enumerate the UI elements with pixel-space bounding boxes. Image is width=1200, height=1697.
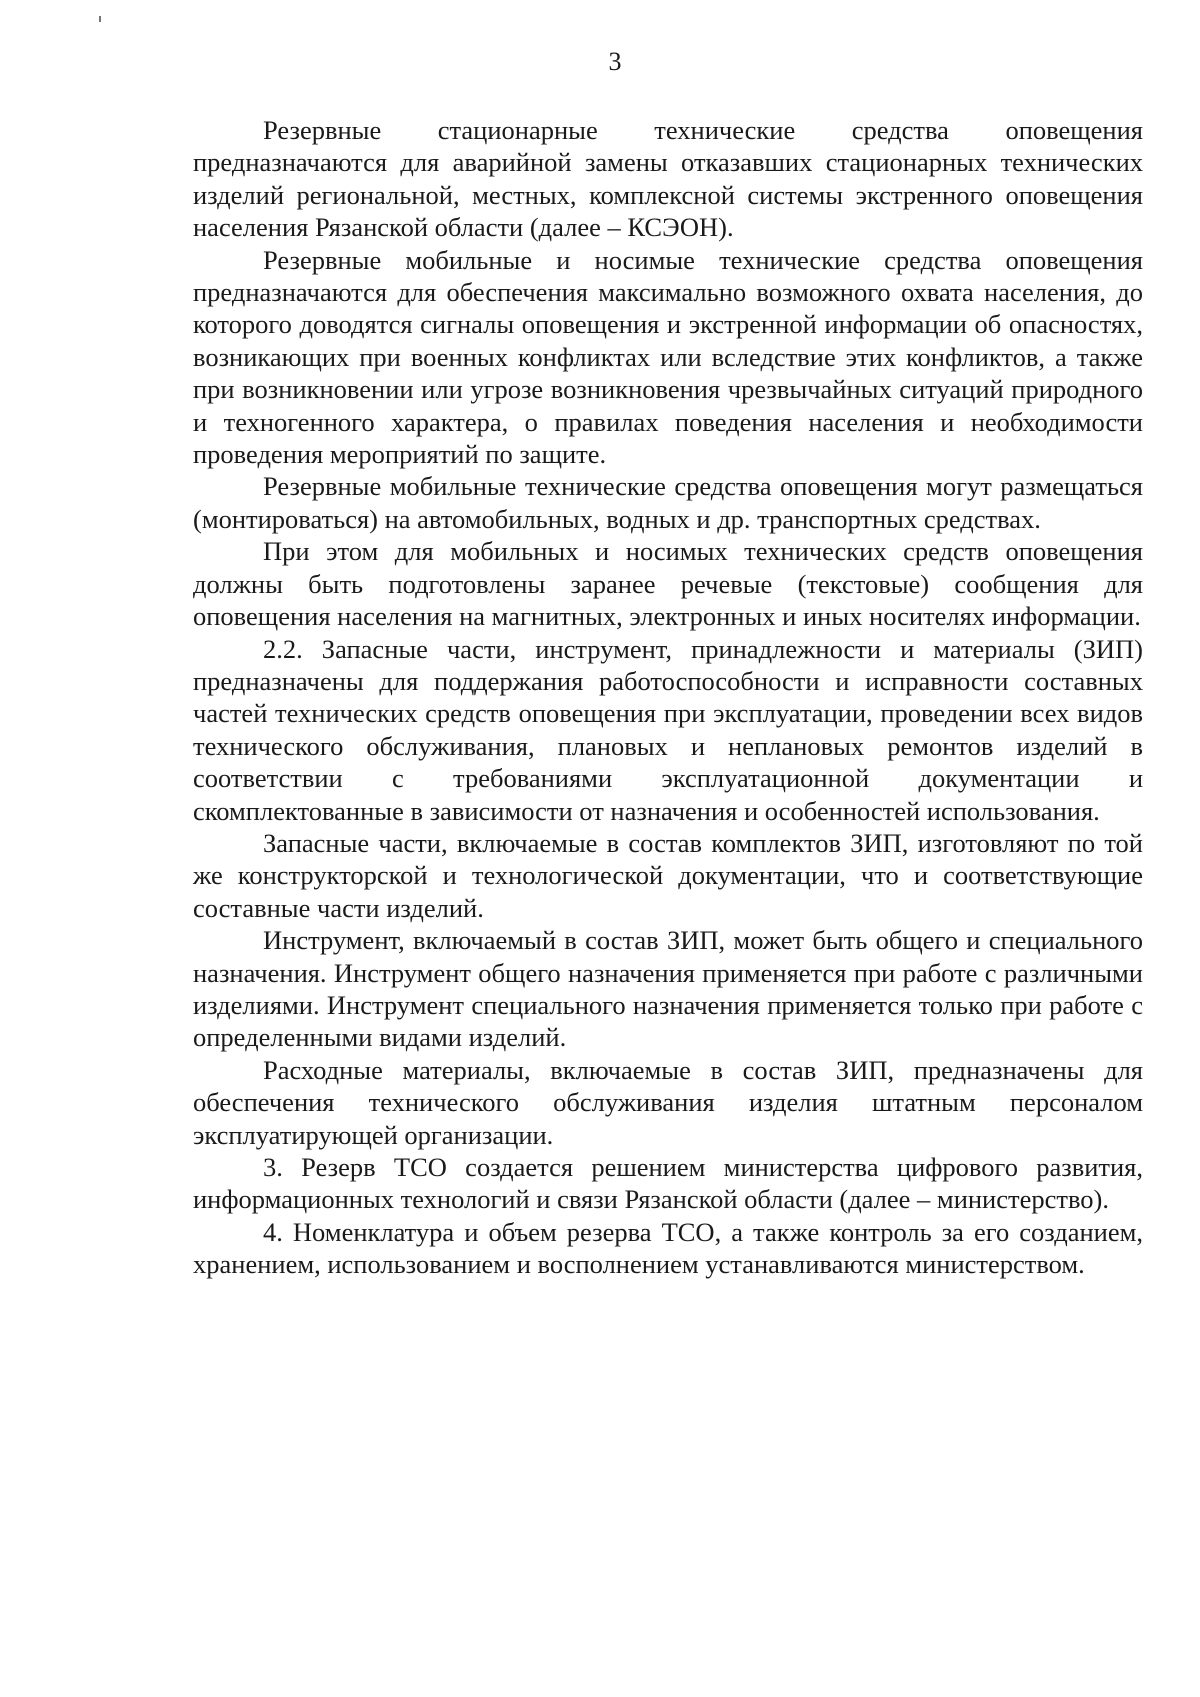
paragraph-section-4: 4. Номенклатура и объем резерва ТСО, а также контроль за его созданием, хранением, использованием и восполнением устанавливаются министерством.	[193, 1216, 1143, 1280]
paragraph-consumables: Расходные материалы, включаемые в состав ЗИП, предназначены для обеспечения технического обслуживания изделия штатным персоналом эксплуатирующей организации.	[193, 1054, 1143, 1150]
paragraph-stationary-reserve: Резервные стационарные технические средства оповещения предназначаются для аварийной замены отказавших стационарных технических изделий региональной, местных, комплексной системы экстренного оповещения населения Рязанской области (далее – КСЭОН).	[193, 115, 1143, 243]
scan-artifact-mark	[99, 16, 101, 22]
paragraph-section-3: 3. Резерв ТСО создается решением министерства цифрового развития, информационных технологий и связи Рязанской области (далее – министерство).	[193, 1152, 1143, 1215]
paragraph-spare-parts: Запасные части, включаемые в состав комплектов ЗИП, изготовляют по той же конструкторской и технологической документации, что и соответствующие составные части изделий.	[193, 827, 1143, 923]
paragraph-prepared-messages: При этом для мобильных и носимых технических средств оповещения должны быть подготовлены заранее речевые (текстовые) сообщения для оповещения населения на магнитных, электронных и иных носителях информации.	[193, 536, 1143, 632]
page-number: 3	[608, 47, 622, 76]
document-body	[193, 114, 1143, 1281]
paragraph-mobile-reserve: Резервные мобильные и носимые технические средства оповещения предназначаются для обеспечения максимально возможного охвата населения, до которого доводятся сигналы оповещения и экстренной информации об опасностях, возникающих при военных конфликтах или вследствие этих конфликтов, а также при возникновении или угрозе возникновения чрезвычайных ситуаций природного и техногенного характера, о правилах поведения населения и необходимости проведения мероприятий по защите.	[193, 244, 1143, 470]
paragraph-section-2-2-zip: 2.2. Запасные части, инструмент, принадлежности и материалы (ЗИП) предназначены для поддержания работоспособности и исправности составных частей технических средств оповещения при эксплуатации, проведении всех видов технического обслуживания, плановых и неплановых ремонтов изделий в соответствии с требованиями эксплуатационной документации и скомплектованные в зависимости от назначения и особенностей использования.	[193, 633, 1143, 826]
paragraph-tools: Инструмент, включаемый в состав ЗИП, может быть общего и специального назначения. Инструмент общего назначения применяется при работе с различными изделиями. Инструмент специального назначения применяется только при работе с определенными видами изделий.	[193, 925, 1143, 1053]
paragraph-mobile-mounting: Резервные мобильные технические средства оповещения могут размещаться (монтироваться) на автомобильных, водных и др. транспортных средствах.	[193, 471, 1143, 534]
